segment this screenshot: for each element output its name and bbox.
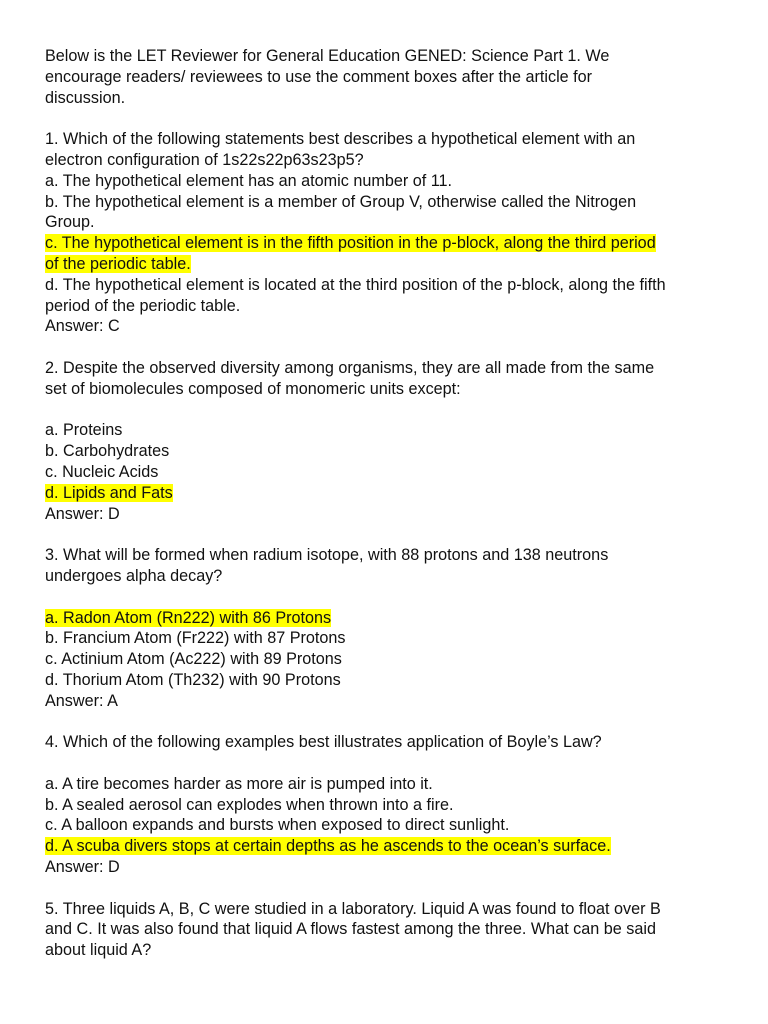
answer-label: Answer: A <box>45 691 118 710</box>
question-1 <box>45 129 735 337</box>
choice-d-highlighted <box>45 836 735 857</box>
question-stem: electron configuration of 1s22s22p63s23p5? <box>45 150 364 169</box>
choice-c: c. A balloon expands and bursts when exposed to direct sunlight. <box>45 816 510 835</box>
choice-d: period of the periodic table. <box>45 296 241 315</box>
choice-d: d. The hypothetical element is located at the third position of the p-block, along the fifth <box>45 275 666 294</box>
question-stem: 3. What will be formed when radium isotope, with 88 protons and 138 neutrons <box>45 546 609 565</box>
choice-b: b. Francium Atom (Fr222) with 87 Protons <box>45 629 346 648</box>
highlighted-answer: d. Lipids and Fats <box>45 483 173 502</box>
choice-a: a. Proteins <box>45 421 123 440</box>
choice-d-highlighted <box>45 483 735 504</box>
choice-a: a. The hypothetical element has an atomic number of 11. <box>45 171 453 190</box>
choice-b: b. A sealed aerosol can explodes when thrown into a fire. <box>45 795 454 814</box>
question-3 <box>45 545 735 711</box>
highlighted-answer: c. The hypothetical element is in the fifth position in the p-block, along the third period <box>45 234 656 253</box>
intro-line: discussion. <box>45 88 126 107</box>
document-page <box>45 46 735 961</box>
choice-b: b. The hypothetical element is a member of Group V, otherwise called the Nitrogen <box>45 192 637 211</box>
answer-label: Answer: C <box>45 317 120 336</box>
question-stem: 1. Which of the following statements best describes a hypothetical element with an <box>45 130 636 149</box>
intro-line: Below is the LET Reviewer for General Education GENED: Science Part 1. We <box>45 47 610 65</box>
question-stem: 2. Despite the observed diversity among organisms, they are all made from the same <box>45 358 655 377</box>
choice-c: c. Actinium Atom (Ac222) with 89 Protons <box>45 650 342 669</box>
choice-b: b. Carbohydrates <box>45 442 170 461</box>
choice-a: a. A tire becomes harder as more air is pumped into it. <box>45 774 433 793</box>
intro-line: encourage readers/ reviewees to use the comment boxes after the article for <box>45 67 593 86</box>
highlighted-answer: a. Radon Atom (Rn222) with 86 Protons <box>45 608 332 627</box>
question-stem: and C. It was also found that liquid A flows fastest among the three. What can be said <box>45 920 656 939</box>
question-stem: set of biomolecules composed of monomeric units except: <box>45 379 461 398</box>
choice-a-highlighted <box>45 608 735 629</box>
question-4 <box>45 732 735 878</box>
choice-b: Group. <box>45 213 95 232</box>
question-5 <box>45 899 735 961</box>
question-stem: 4. Which of the following examples best illustrates application of Boyle’s Law? <box>45 733 602 752</box>
highlighted-answer: of the periodic table. <box>45 254 191 273</box>
intro-paragraph <box>45 46 735 108</box>
question-stem: 5. Three liquids A, B, C were studied in a laboratory. Liquid A was found to float over B <box>45 899 661 918</box>
question-stem: undergoes alpha decay? <box>45 566 223 585</box>
question-stem: about liquid A? <box>45 941 152 960</box>
question-2 <box>45 358 735 524</box>
highlighted-answer: d. A scuba divers stops at certain depths as he ascends to the ocean’s surface. <box>45 837 611 856</box>
choice-d: d. Thorium Atom (Th232) with 90 Protons <box>45 670 341 689</box>
choice-c: c. Nucleic Acids <box>45 462 159 481</box>
choice-c-highlighted <box>45 233 735 254</box>
answer-label: Answer: D <box>45 858 120 877</box>
answer-label: Answer: D <box>45 504 120 523</box>
choice-c-highlighted <box>45 254 735 275</box>
